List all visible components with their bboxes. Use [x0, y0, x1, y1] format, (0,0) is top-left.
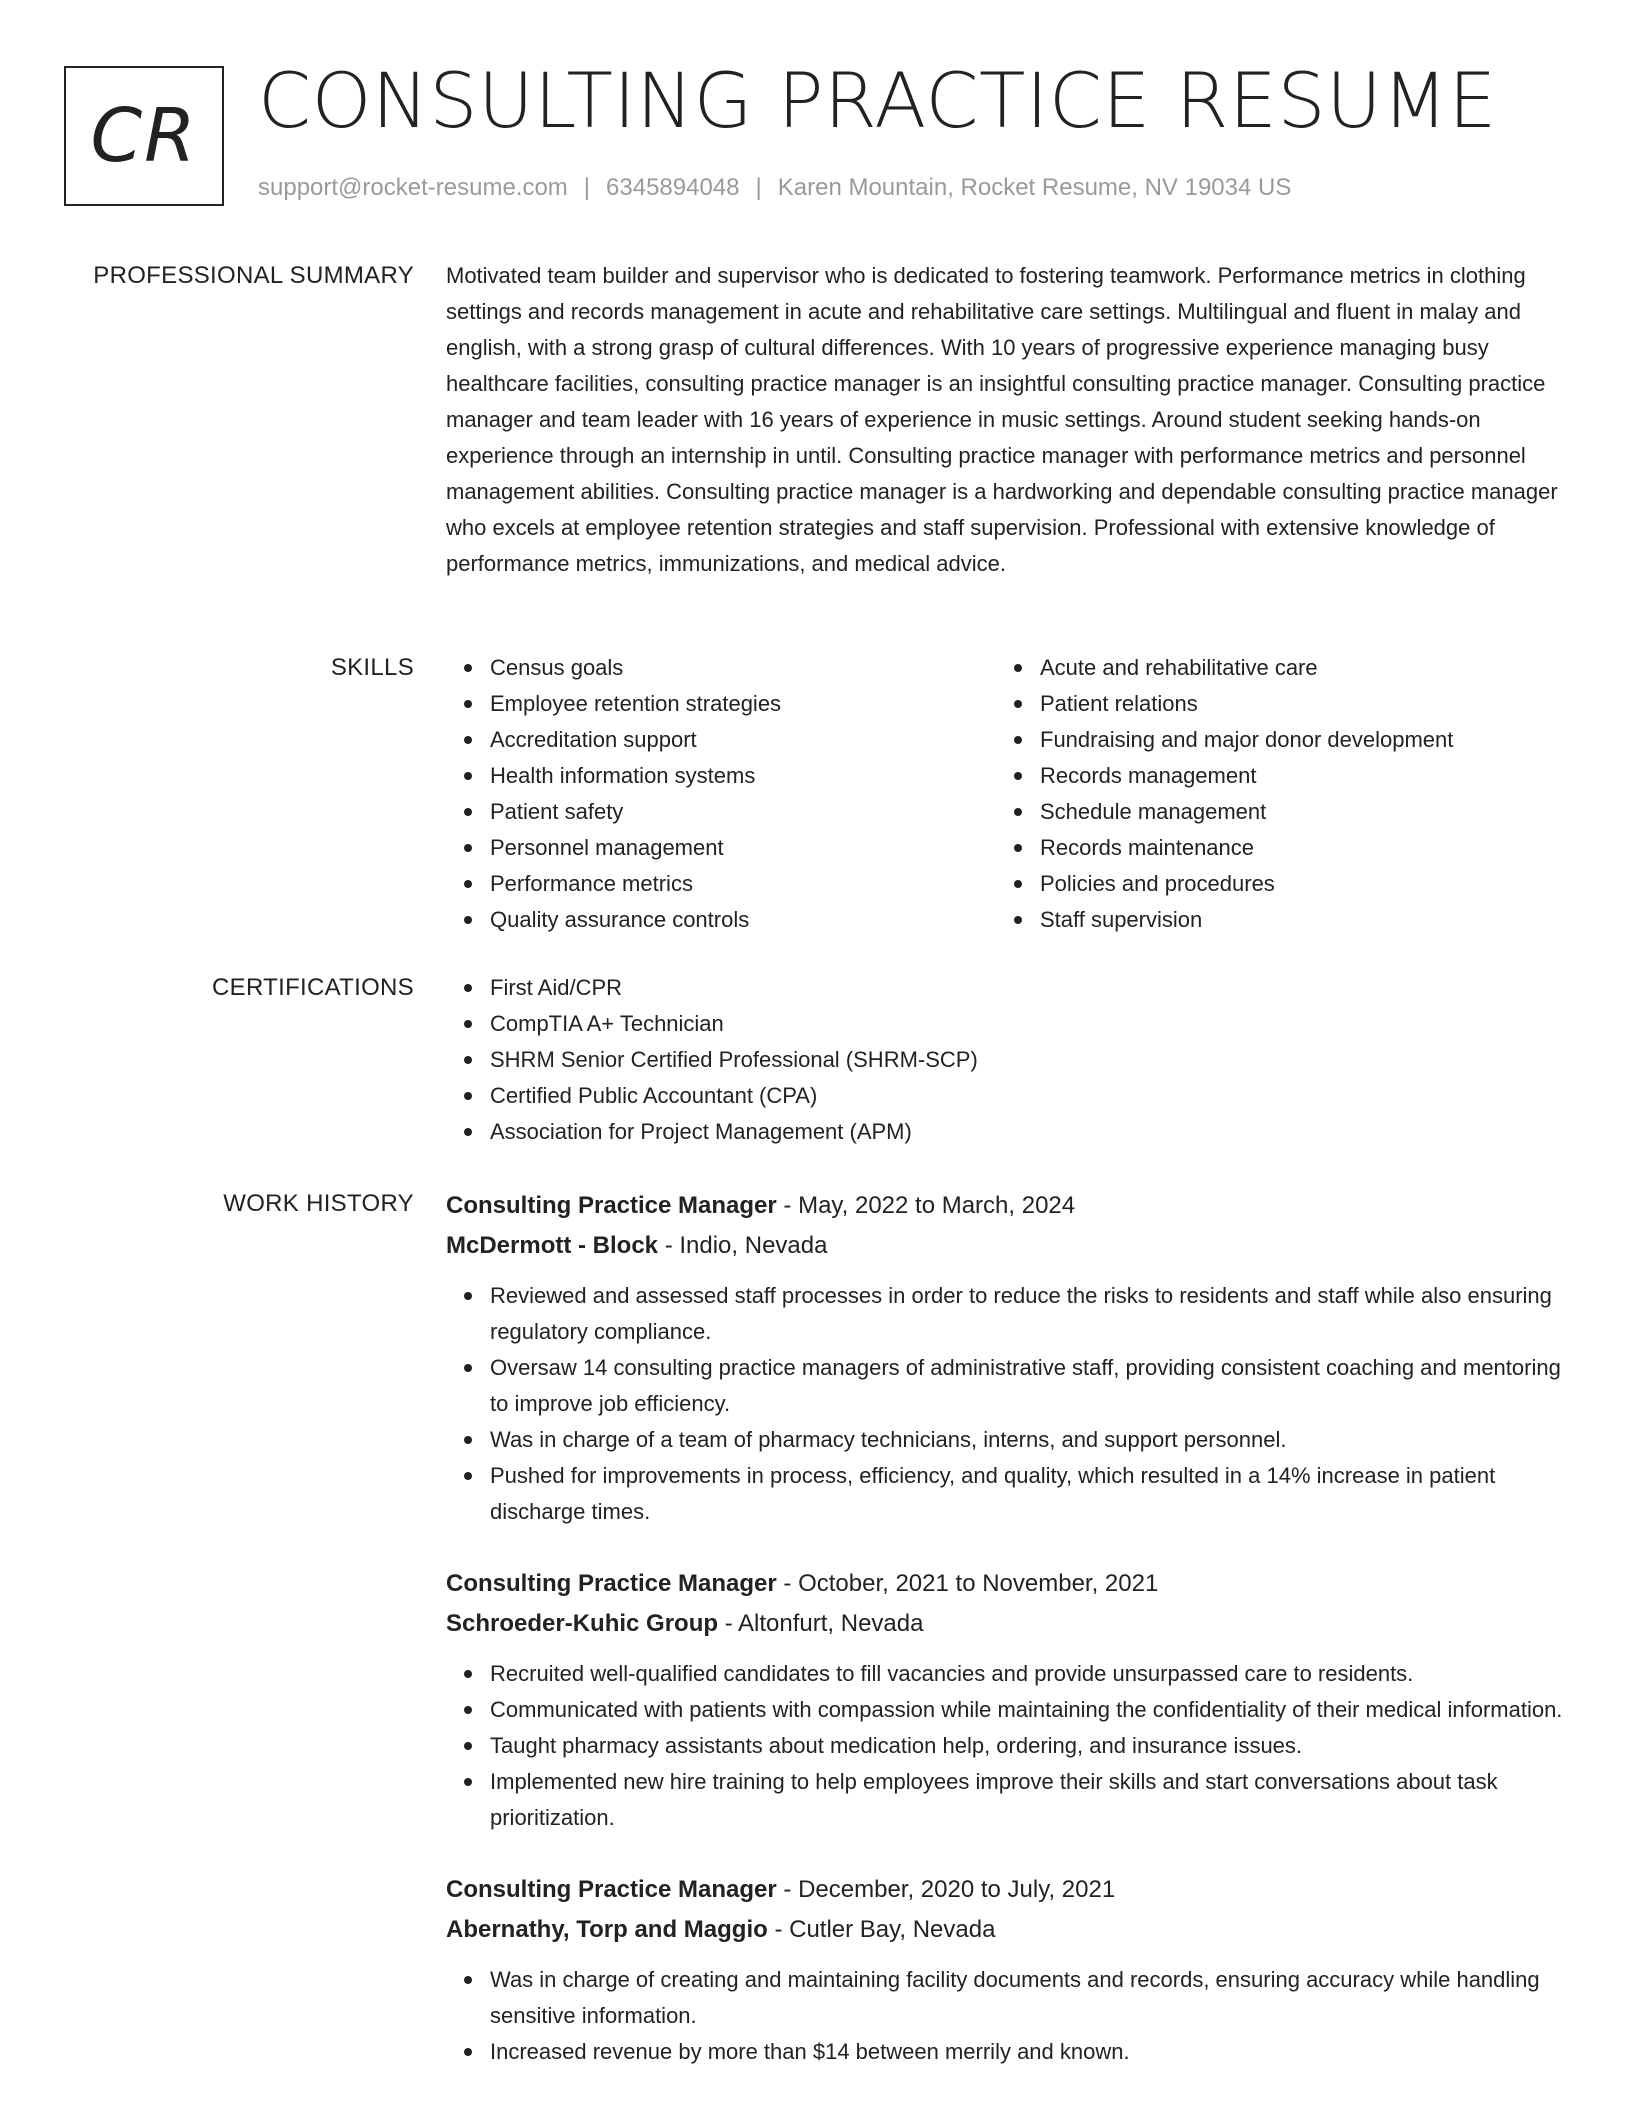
skill-item: Health information systems [490, 758, 996, 794]
job-dates: - October, 2021 to November, 2021 [776, 1570, 1159, 1597]
job-company-line [446, 1910, 1564, 1950]
skill-item: Records management [1040, 758, 1546, 794]
work-history-body [446, 1186, 1564, 2104]
skill-item: Patient relations [1040, 686, 1546, 722]
job-location: - Altonfurt, Nevada [718, 1610, 924, 1637]
section-label-certifications: CERTIFICATIONS [212, 974, 414, 1001]
skill-item: Census goals [490, 650, 996, 686]
job-bullet: Increased revenue by more than $14 between merrily and known. [490, 2034, 1564, 2070]
job-company-line [446, 1226, 1564, 1266]
job-title-line [446, 1870, 1564, 1910]
skill-item: Fundraising and major donor development [1040, 722, 1546, 758]
job-dates: - May, 2022 to March, 2024 [776, 1192, 1076, 1219]
job-company: McDermott - Block [446, 1232, 659, 1259]
job-location: - Indio, Nevada [658, 1232, 828, 1259]
contact-line [258, 174, 1291, 202]
monogram-logo: CR [64, 66, 224, 206]
skill-item: Schedule management [1040, 794, 1546, 830]
job-bullet: Oversaw 14 consulting practice managers of administrative staff, providing consistent coaching and mentoring to improve job efficiency. [490, 1350, 1564, 1422]
skill-item: Accreditation support [490, 722, 996, 758]
job-company-line [446, 1604, 1564, 1644]
certifications-body [446, 970, 1564, 1150]
section-label-summary: PROFESSIONAL SUMMARY [93, 262, 414, 289]
job-bullet: Reviewed and assessed staff processes in order to reduce the risks to residents and staff while also ensuring regulatory compliance. [490, 1278, 1564, 1350]
job-entry [446, 1564, 1564, 1836]
contact-address: Karen Mountain, Rocket Resume, NV 19034 US [777, 174, 1292, 201]
job-bullet: Was in charge of creating and maintaining facility documents and records, ensuring accuracy while handling sensitive information. [490, 1962, 1564, 2034]
certification-item: Certified Public Accountant (CPA) [490, 1078, 1564, 1114]
resume-title: CONSULTING PRACTICE RESUME [258, 56, 1497, 145]
job-bullet: Recruited well-qualified candidates to fill vacancies and provide unsurpassed care to residents. [490, 1656, 1564, 1692]
contact-email: support@rocket-resume.com [258, 174, 568, 201]
contact-separator: | [755, 174, 762, 201]
job-title-line [446, 1564, 1564, 1604]
certification-item: SHRM Senior Certified Professional (SHRM-SCP) [490, 1042, 1564, 1078]
skill-item: Performance metrics [490, 866, 996, 902]
skill-item: Personnel management [490, 830, 996, 866]
job-company: Abernathy, Torp and Maggio [446, 1916, 768, 1943]
skill-item: Staff supervision [1040, 902, 1546, 938]
job-title: Consulting Practice Manager [446, 1192, 777, 1219]
skill-item: Acute and rehabilitative care [1040, 650, 1546, 686]
job-title: Consulting Practice Manager [446, 1876, 777, 1903]
job-bullet: Implemented new hire training to help employees improve their skills and start conversations about task prioritization. [490, 1764, 1564, 1836]
skill-item: Records maintenance [1040, 830, 1546, 866]
job-bullet: Pushed for improvements in process, efficiency, and quality, which resulted in a 14% increase in patient discharge times. [490, 1458, 1564, 1530]
section-label-work-history: WORK HISTORY [223, 1190, 414, 1217]
job-bullet: Communicated with patients with compassion while maintaining the confidentiality of their medical information. [490, 1692, 1564, 1728]
skill-item: Policies and procedures [1040, 866, 1546, 902]
job-entry [446, 1186, 1564, 1530]
job-entry [446, 1870, 1564, 2070]
certification-item: CompTIA A+ Technician [490, 1006, 1564, 1042]
contact-phone: 6345894048 [606, 174, 740, 201]
contact-separator: | [583, 174, 591, 201]
summary-text: Motivated team builder and supervisor who is dedicated to fostering teamwork. Performance metrics in clothing settings and records management in acute and rehabilitative care settings. Multilingual and fluent in malay and english, with a strong grasp of cultural differences. With 10 years of progressive experience managing busy healthcare facilities, consulting practice manager is an insightful consulting practice manager. Consulting practice manager and team leader with 16 years of experience in music settings. Around student seeking hands-on experience through an internship in until. Consulting practice manager with performance metrics and personnel management abilities. Consulting practice manager is a hardworking and dependable consulting practice manager who excels at employee retention strategies and staff supervision. Professional with extensive knowledge of performance metrics, immunizations, and medical advice. [446, 263, 1558, 576]
skills-column-left [446, 650, 996, 938]
job-bullet: Taught pharmacy assistants about medication help, ordering, and insurance issues. [490, 1728, 1564, 1764]
job-dates: - December, 2020 to July, 2021 [776, 1876, 1116, 1903]
skills-body [446, 650, 1564, 938]
job-location: - Cutler Bay, Nevada [767, 1916, 996, 1943]
job-company: Schroeder-Kuhic Group [446, 1610, 719, 1637]
summary-body [446, 258, 1564, 582]
section-label-skills: SKILLS [330, 654, 414, 681]
job-title: Consulting Practice Manager [446, 1570, 777, 1597]
certification-item: First Aid/CPR [490, 970, 1564, 1006]
skill-item: Quality assurance controls [490, 902, 996, 938]
certification-item: Association for Project Management (APM) [490, 1114, 1564, 1150]
job-title-line [446, 1186, 1564, 1226]
skill-item: Employee retention strategies [490, 686, 996, 722]
skill-item: Patient safety [490, 794, 996, 830]
skills-column-right [996, 650, 1546, 938]
job-bullet: Was in charge of a team of pharmacy technicians, interns, and support personnel. [490, 1422, 1564, 1458]
